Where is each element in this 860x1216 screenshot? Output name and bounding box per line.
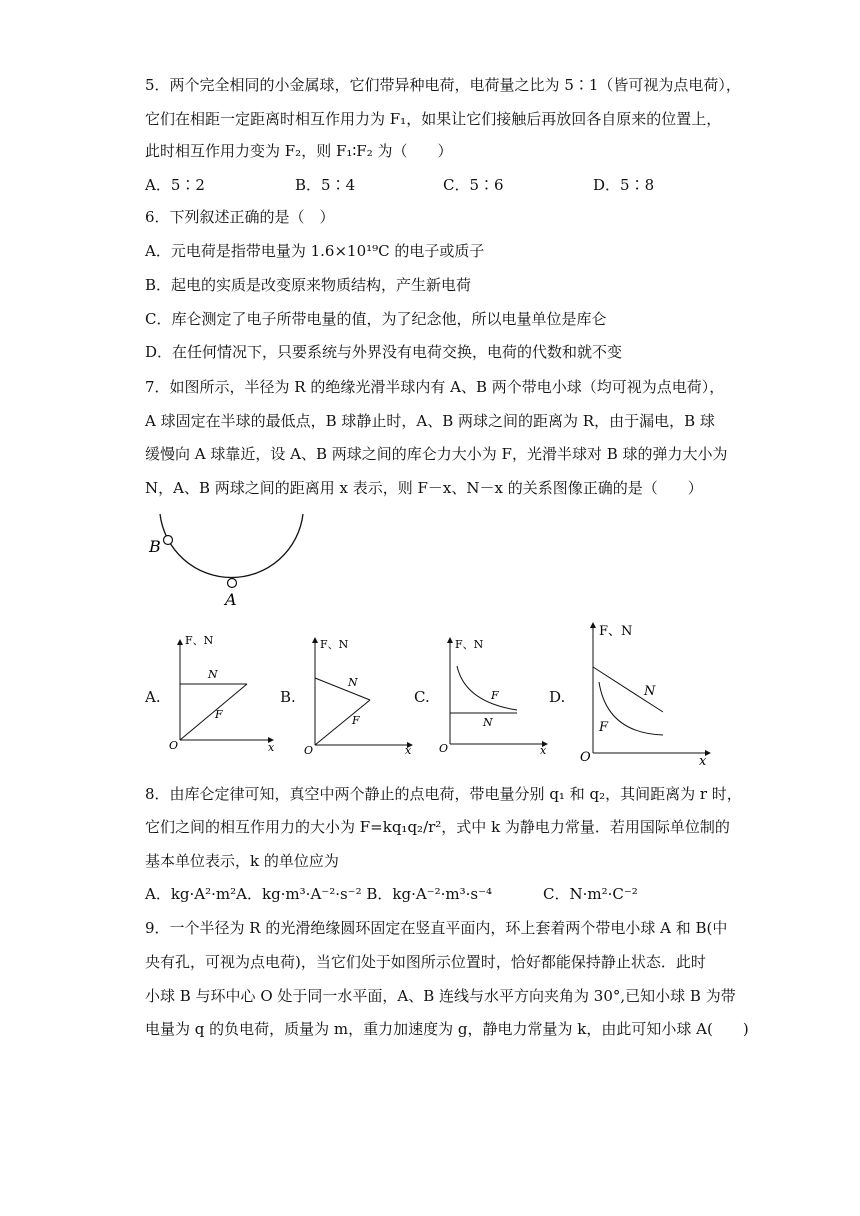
q7-line3: 缓慢向 A 球靠近，设 A、B 两球之间的库仑力大小为 F，光滑半球对 B 球的弹力大小为	[145, 445, 728, 463]
q8-line1: 8．由库仑定律可知，真空中两个静止的点电荷，带电量分别 q₁ 和 q₂，其间距离为 r 时，	[145, 785, 742, 803]
q8-line3: 基本单位表示，k 的单位应为	[145, 852, 339, 870]
graph-c-axis-y: F、N	[455, 638, 484, 651]
graph-c-label-n: N	[483, 716, 493, 729]
graph-option-a-label: A.	[145, 688, 161, 706]
graph-c-origin: O	[439, 742, 449, 755]
q6-option-b: B．起电的实质是改变原来物质结构，产生新电荷	[145, 276, 472, 294]
ball-a	[228, 579, 237, 588]
graph-a-origin: O	[169, 739, 179, 752]
graph-a-label-f: F	[215, 708, 223, 721]
graph-a-label-n: N	[208, 668, 218, 681]
label-a: A	[225, 590, 237, 609]
graph-c-label-f: F	[491, 689, 499, 702]
graph-b-origin: O	[304, 744, 314, 755]
graph-a-axis-y: F、N	[185, 634, 214, 647]
graph-b	[300, 630, 415, 755]
ball-b	[164, 536, 173, 545]
hemisphere-arc	[160, 514, 303, 578]
graph-c-axis-x: x	[540, 744, 547, 755]
q8-line2: 它们之间的相互作用力的大小为 F=kq₁q₂/r²，式中 k 为静电力常量．若用国际单位制的	[145, 818, 730, 836]
graph-b-axis-x: x	[405, 744, 412, 755]
q6-option-d: D．在任何情况下，只要系统与外界没有电荷交换，电荷的代数和就不变	[145, 343, 623, 361]
graph-b-label-f: F	[352, 714, 360, 727]
graph-c-curve-f	[457, 666, 517, 710]
graph-option-b-label: B.	[280, 688, 296, 706]
q9-line1: 9．一个半径为 R 的光滑绝缘圆环固定在竖直平面内，环上套着两个带电小球 A 和 B(中	[145, 919, 728, 937]
q6-stem: 6．下列叙述正确的是（ ）	[145, 208, 335, 226]
q6-option-a: A．元电荷是指带电量为 1.6×10¹⁹C 的电子或质子	[145, 242, 485, 260]
q9-line3: 小球 B 与环中心 O 处于同一水平面，A、B 连线与水平方向夹角为 30°,已知小球 B 为带	[145, 987, 736, 1005]
q5-line3: 此时相互作用力变为 F₂，则 F₁∶F₂ 为（ ）	[145, 142, 453, 160]
q9-line2: 央有孔，可视为点电荷)，当它们处于如图所示位置时，恰好都能保持静止状态．此时	[145, 953, 706, 971]
graph-d-axis-y: F、N	[599, 624, 633, 639]
graph-b-label-n: N	[348, 676, 358, 689]
graph-b-line-f	[315, 700, 370, 745]
q5-line1: 5．两个完全相同的小金属球，它们带异种电荷，电荷量之比为 5∶1（皆可视为点电荷），	[145, 76, 741, 94]
q5-option-c: C．5∶6	[443, 176, 504, 194]
q6-option-c: C．库仑测定了电子所带电量的值，为了纪念他，所以电量单位是库仑	[145, 310, 607, 328]
q7-line1: 7．如图所示，半径为 R 的绝缘光滑半球内有 A、B 两个带电小球（均可视为点电荷），	[145, 378, 725, 396]
q5-option-a: A．5∶2	[145, 176, 205, 194]
graph-d-label-n: N	[644, 684, 656, 699]
q5-line2: 它们在相距一定距离时相互作用力为 F₁，如果让它们接触后再放回各自原来的位置上，	[145, 110, 722, 128]
graph-a-line-f	[180, 684, 247, 740]
graph-d-axis-x: x	[699, 754, 707, 765]
graph-d	[575, 615, 715, 765]
graph-d-origin: O	[580, 750, 591, 765]
label-b: B	[149, 537, 161, 556]
q8-option-c: C．N·m²·C⁻²	[543, 885, 638, 903]
graph-b-line-n	[315, 678, 370, 700]
graph-option-d-label: D.	[549, 688, 566, 706]
graph-b-axis-y: F、N	[320, 638, 349, 651]
q7-line4: N，A、B 两球之间的距离用 x 表示，则 F－x、N－x 的关系图像正确的是（ ）	[145, 479, 703, 497]
q5-option-d: D．5∶8	[593, 176, 655, 194]
q5-option-b: B．5∶4	[295, 176, 356, 194]
graph-c	[435, 630, 550, 755]
graph-option-c-label: C.	[414, 688, 430, 706]
q8-options: A．kg·A²·m²A．kg·m³·A⁻²·s⁻² B．kg·A⁻²·m³·s⁻⁴	[145, 885, 493, 903]
graph-d-label-f: F	[599, 720, 609, 735]
graph-a	[165, 630, 280, 755]
graph-a-axis-x: x	[268, 741, 275, 754]
q9-line4: 电量为 q 的负电荷，质量为 m，重力加速度为 g，静电力常量为 k，由此可知小球 A( )	[145, 1020, 749, 1038]
hemisphere-figure	[140, 508, 320, 613]
q7-line2: A 球固定在半球的最低点，B 球静止时，A、B 两球之间的距离为 R，由于漏电，B 球	[145, 412, 715, 430]
